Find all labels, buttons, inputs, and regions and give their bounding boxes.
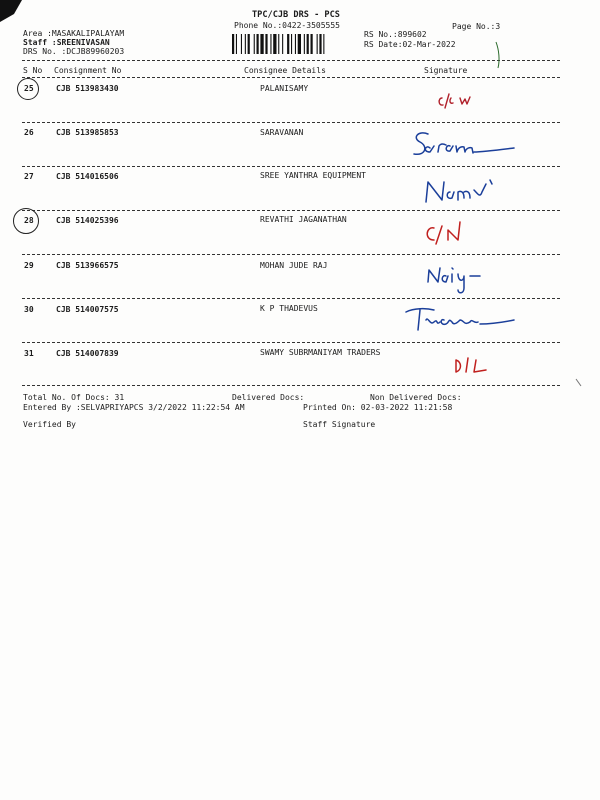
phone-number: Phone No.:0422-3505555 — [234, 21, 340, 30]
verified-by: Verified By — [23, 420, 76, 429]
divider — [22, 60, 560, 61]
row-divider — [22, 166, 560, 167]
handwritten-signature — [424, 258, 504, 298]
scan-corner-mark — [0, 0, 30, 30]
row-sno: 27 — [24, 172, 34, 181]
staff-label: Staff :SREENIVASAN — [23, 38, 110, 47]
row-consignee: SREE YANTHRA EQUIPMENT — [260, 171, 366, 180]
drs-number: DRS No. :DCJB89960203 — [23, 47, 125, 56]
row-divider — [22, 122, 560, 123]
row-consignment-no: CJB 514016506 — [56, 172, 119, 181]
row-sno: 26 — [24, 128, 34, 137]
row-consignment-no: CJB 514007839 — [56, 349, 119, 358]
row-consignee: SARAVANAN — [260, 128, 304, 137]
row-consignment-no: CJB 514025396 — [56, 216, 119, 225]
row-consignee: MOHAN JUDE RAJ — [260, 261, 328, 270]
page-number: Page No.:3 — [452, 22, 501, 31]
divider — [22, 77, 560, 78]
non-delivered-docs: Non Delivered Docs: — [370, 393, 462, 402]
row-divider — [22, 210, 560, 211]
column-header-consignment: Consignment No — [54, 66, 122, 75]
staff-signature: Staff Signature — [303, 420, 376, 429]
delivered-docs: Delivered Docs: — [232, 393, 305, 402]
report-title: TPC/CJB DRS - PCS — [252, 10, 340, 20]
row-consignee: REVATHI JAGANATHAN — [260, 215, 347, 224]
handwritten-signature — [420, 176, 504, 206]
column-header-signature: Signature — [424, 66, 468, 75]
entered-by: Entered By :SELVAPRIYAPCS 3/2/2022 11:22:54 AM — [23, 403, 245, 412]
row-sno: 29 — [24, 261, 34, 270]
pen-circle-mark — [17, 78, 39, 100]
divider — [22, 385, 560, 386]
barcode — [230, 34, 358, 54]
row-consignee: SWAMY SUBRMANIYAM TRADERS — [260, 348, 381, 357]
row-consignment-no: CJB 513985853 — [56, 128, 119, 137]
row-sno: 31 — [24, 349, 34, 358]
column-header-sno: S No — [23, 66, 43, 75]
row-sno: 30 — [24, 305, 34, 314]
handwritten-signature — [400, 302, 516, 334]
row-consignee: PALANISAMY — [260, 84, 309, 93]
handwritten-signature — [408, 128, 518, 162]
area-label: Area :MASAKALIPALAYAM — [23, 29, 125, 38]
pen-circle-mark — [13, 208, 39, 234]
printed-on: Printed On: 02-03-2022 11:21:58 — [303, 403, 453, 412]
row-divider — [22, 254, 560, 255]
rs-number: RS No.:899602 — [364, 30, 427, 39]
row-consignee: K P THADEVUS — [260, 304, 318, 313]
row-divider — [22, 342, 560, 343]
row-sno: 28 — [24, 216, 34, 225]
row-divider — [22, 298, 560, 299]
rs-date: RS Date:02-Mar-2022 — [364, 40, 456, 49]
handwritten-signature — [450, 354, 500, 376]
handwritten-signature — [420, 216, 480, 246]
row-sno: 25 — [24, 84, 34, 93]
total-docs: Total No. Of Docs: 31 — [23, 393, 125, 402]
row-consignment-no: CJB 513983430 — [56, 84, 119, 93]
column-header-consignee: Consignee Details — [244, 66, 326, 75]
pen-stroke-mark — [575, 378, 583, 388]
row-consignment-no: CJB 513966575 — [56, 261, 119, 270]
handwritten-signature — [436, 90, 478, 112]
row-consignment-no: CJB 514007575 — [56, 305, 119, 314]
pen-stroke-mark — [494, 40, 502, 70]
